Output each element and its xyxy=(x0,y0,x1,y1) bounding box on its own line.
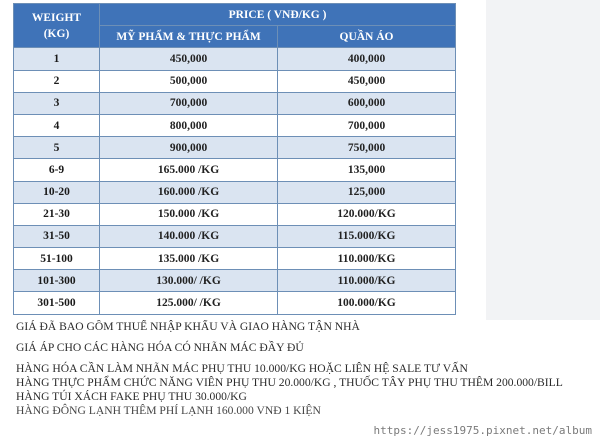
table-row xyxy=(14,92,456,114)
table-row xyxy=(14,48,456,70)
weight-cell: 4 xyxy=(14,114,100,136)
cosmetics-price-cell: 165.000 /KG xyxy=(100,159,278,181)
notes-section xyxy=(16,320,600,418)
cosmetics-price-cell: 150.000 /KG xyxy=(100,203,278,225)
cosmetics-price-cell: 125.000/ /KG xyxy=(100,292,278,314)
weight-cell: 51-100 xyxy=(14,248,100,270)
clothes-price-cell: 110.000/KG xyxy=(278,248,456,270)
weight-header xyxy=(14,4,100,48)
clothes-price-cell: 135,000 xyxy=(278,159,456,181)
note-line: HÀNG THỰC PHẨM CHỨC NĂNG VIÊN PHỤ THU 20.000/KG , THUỐC TÂY PHỤ THU THÊM 200.000/BILL xyxy=(16,376,563,389)
note-line: HÀNG ĐÔNG LẠNH THÊM PHÍ LẠNH 160.000 VNĐ 1 KIỆN xyxy=(16,404,321,417)
note-line: GIÁ ÁP CHO CÁC HÀNG HÓA CÓ NHÃN MÁC ĐẦY ĐỦ xyxy=(16,341,304,354)
cosmetics-price-cell: 800,000 xyxy=(100,114,278,136)
cosmetics-price-cell: 900,000 xyxy=(100,137,278,159)
note-line: HÀNG TÚI XÁCH FAKE PHỤ THU 30.000/KG xyxy=(16,390,247,403)
cosmetics-price-cell: 140.000 /KG xyxy=(100,225,278,247)
clothes-price-cell: 100.000/KG xyxy=(278,292,456,314)
weight-cell: 5 xyxy=(14,137,100,159)
weight-cell: 101-300 xyxy=(14,270,100,292)
clothes-price-cell: 400,000 xyxy=(278,48,456,70)
weight-cell: 2 xyxy=(14,70,100,92)
weight-cell: 21-30 xyxy=(14,203,100,225)
table-row xyxy=(14,270,456,292)
table-row xyxy=(14,70,456,92)
table-row xyxy=(14,248,456,270)
clothes-price-cell: 600,000 xyxy=(278,92,456,114)
clothes-price-cell: 750,000 xyxy=(278,137,456,159)
table-row xyxy=(14,225,456,247)
cosmetics-price-cell: 700,000 xyxy=(100,92,278,114)
table-row xyxy=(14,292,456,314)
cosmetics-food-header: MỸ PHẨM & THỰC PHẨM xyxy=(100,26,278,48)
clothes-price-cell: 125,000 xyxy=(278,181,456,203)
weight-cell: 10-20 xyxy=(14,181,100,203)
clothes-price-cell: 120.000/KG xyxy=(278,203,456,225)
cosmetics-price-cell: 450,000 xyxy=(100,48,278,70)
clothes-price-cell: 115.000/KG xyxy=(278,225,456,247)
background-strip xyxy=(486,0,600,320)
table-row xyxy=(14,203,456,225)
weight-header-label: WEIGHT (KG) xyxy=(31,11,82,40)
watermark-url: https://jess1975.pixnet.net/album xyxy=(373,424,592,437)
clothes-price-cell: 450,000 xyxy=(278,70,456,92)
cosmetics-price-cell: 135.000 /KG xyxy=(100,248,278,270)
clothes-price-cell: 110.000/KG xyxy=(278,270,456,292)
weight-cell: 6-9 xyxy=(14,159,100,181)
weight-cell: 301-500 xyxy=(14,292,100,314)
cosmetics-price-cell: 130.000/ /KG xyxy=(100,270,278,292)
table-row xyxy=(14,114,456,136)
table-row xyxy=(14,181,456,203)
weight-cell: 1 xyxy=(14,48,100,70)
table-row xyxy=(14,159,456,181)
note-line: GIÁ ĐÃ BAO GỒM THUẾ NHẬP KHẨU VÀ GIAO HÀNG TẬN NHÀ xyxy=(16,320,360,333)
price-header: PRICE ( VNĐ/KG ) xyxy=(100,4,456,26)
cosmetics-price-cell: 500,000 xyxy=(100,70,278,92)
table-row xyxy=(14,137,456,159)
cosmetics-price-cell: 160.000 /KG xyxy=(100,181,278,203)
clothes-price-cell: 700,000 xyxy=(278,114,456,136)
price-table xyxy=(13,3,456,315)
note-line: HÀNG HÓA CẦN LÀM NHÃN MÁC PHỤ THU 10.000/KG HOẶC LIÊN HỆ SALE TƯ VẤN xyxy=(16,362,468,375)
weight-cell: 31-50 xyxy=(14,225,100,247)
weight-cell: 3 xyxy=(14,92,100,114)
clothes-header: QUẦN ÁO xyxy=(278,26,456,48)
